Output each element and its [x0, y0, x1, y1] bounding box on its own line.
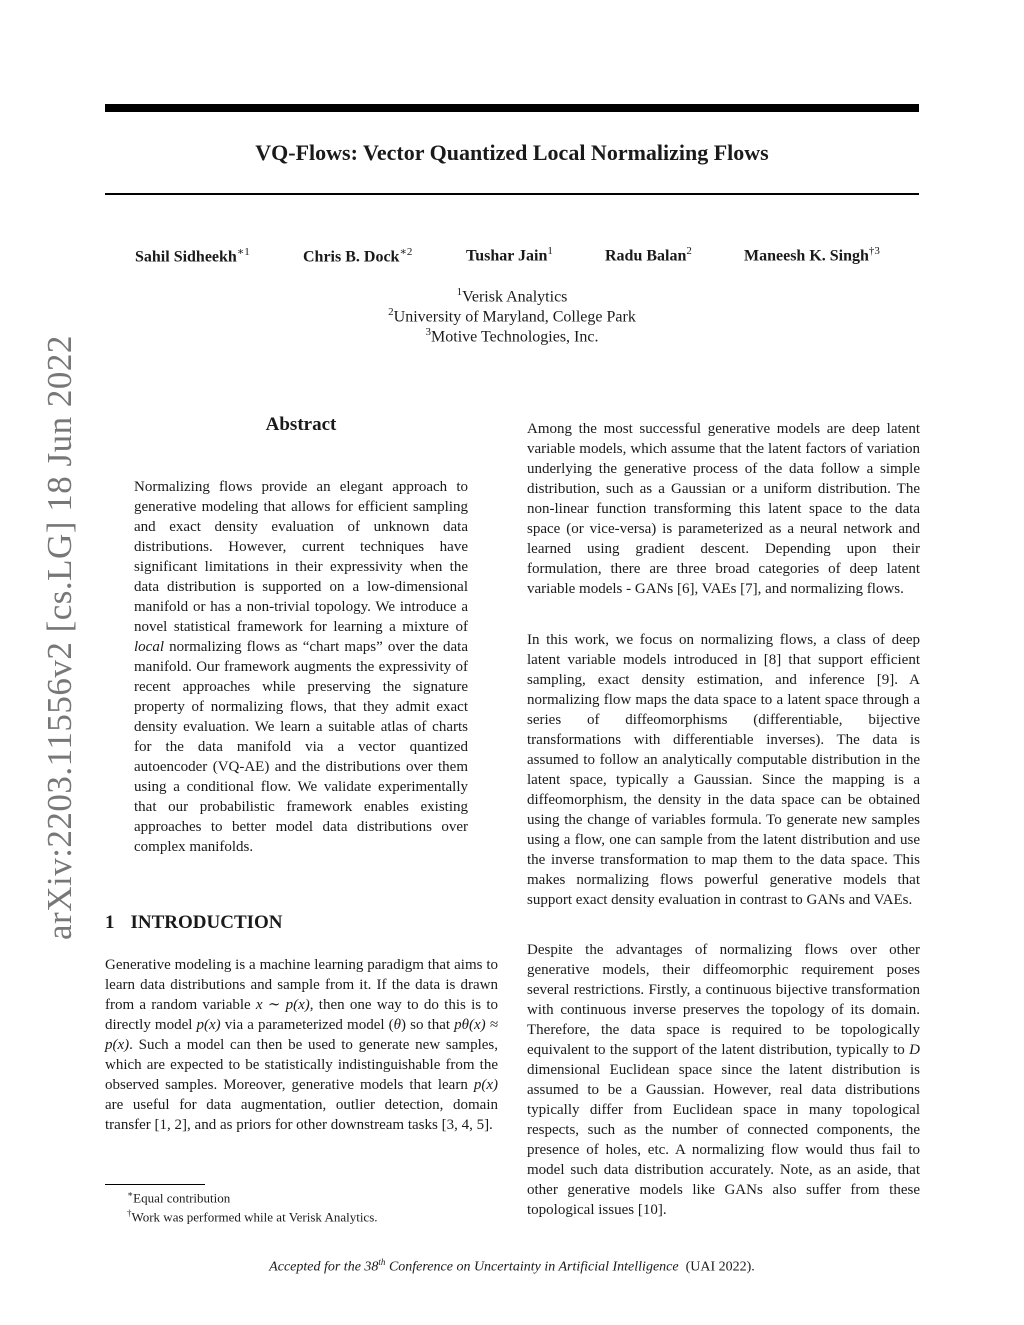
- body-paragraph: Despite the advantages of normalizing flows over other generative models, their diffeomorphic requirement poses several restrictions. Firstly, a continuous bijective transformation with continuous inverse preserves the topology of its domain. Therefore, the data space is required to be topologically equivalent to the support of the latent distribution, typically to D dimensional Euclidean space since the latent distribution is assumed to be a Gaussian. However, real data distributions typically differ from Euclidean space in many topological respects, such as the number of connected components, the presence of holes, etc. A normalizing flow would thus fail to model such data distribution accurately. Note, as an aside, that other generative models like GANs also suffer from these topological issues [10].: [527, 942, 920, 1218]
- paper-title: VQ-Flows: Vector Quantized Local Normalizing Flows: [255, 140, 769, 165]
- affiliation: $^1$Verisk Analytics: [456, 286, 568, 306]
- author: Sahil Sidheekh$^{∗1}$: [135, 246, 250, 266]
- arxiv-sidebar-id: arXiv:2203.11556v2 [cs.LG] 18 Jun 2022: [40, 335, 79, 940]
- author: Radu Balan$^2$: [605, 245, 692, 265]
- affiliation: $^2$University of Maryland, College Park: [388, 306, 636, 326]
- abstract-heading: Abstract: [265, 414, 337, 435]
- body-paragraph: In this work, we focus on normalizing flows, a class of deep latent variable models introduced in [8] that support efficient sampling, exact density estimation, and inference [9]. A normalizing flow maps the data space to a latent space through a series of diffeomorphisms (differentiable, bijective transformations with differentiable inverses). The data is assumed to follow an analytically computable distribution in the latent space, typically a Gaussian. Since the mapping is a diffeomorphism, the density in the data space can be obtained using the change of variables formula. To generate new samples using a flow, one can sample from the latent distribution and use the inverse transformation to map them to the data space. This makes normalizing flows powerful generative models that support exact density evaluation in contrast to GANs and VAEs.: [527, 632, 920, 908]
- intro-paragraph: Generative modeling is a machine learning paradigm that aims to learn data distributions and sample from it. If the data is drawn from a random variable x ∼ p(x), then one way to do this is to directly model p(x) via a parameterized model (θ) so that pθ(x) ≈ p(x). Such a model can then be used to generate new samples, which are expected to be statistically indistinguishable from the observed samples. Moreover, generative models that learn p(x) are useful for data augmentation, outlier detection, domain transfer [1, 2], and as priors for other downstream tasks [3, 4, 5].: [105, 957, 498, 1133]
- affiliation: $^3$Motive Technologies, Inc.: [425, 326, 599, 346]
- venue-footer: Accepted for the 38th Conference on Uncertainty in Artificial Intelligence (UAI 2022).: [269, 1257, 755, 1275]
- footnote-rule: [105, 1184, 205, 1185]
- author: Tushar Jain$^1$: [466, 245, 553, 265]
- author: Chris B. Dock$^{∗2}$: [303, 246, 413, 266]
- author: Maneesh K. Singh$^{\dagger 3}$: [744, 245, 880, 265]
- section-heading-introduction: 1 INTRODUCTION: [105, 912, 283, 933]
- footnote: †Work was performed while at Verisk Analytics.: [127, 1208, 378, 1225]
- title-rule: [105, 193, 919, 195]
- footnote: ∗Equal contribution: [127, 1189, 231, 1206]
- top-rule: [105, 104, 919, 112]
- body-paragraph: Among the most successful generative models are deep latent variable models, which assume that the latent factors of variation underlying the generative process of the data follow a simple distribution, such as a Gaussian or a uniform distribution. The non-linear function transforming this latent space to the data space (or vice-versa) is parameterized as a neural network and learned using gradient descent. Depending upon their formulation, there are three broad categories of deep latent variable models - GANs [6], VAEs [7], and normalizing flows.: [527, 421, 920, 597]
- abstract-text: Normalizing flows provide an elegant approach to generative modeling that allows for efficient sampling and exact density evaluation of unknown data distributions. However, current techniques have significant limitations in their expressivity when the data distribution is supported on a low-dimensional manifold or has a non-trivial topology. We introduce a novel statistical framework for learning a mixture of local normalizing flows as “chart maps” over the data manifold. Our framework augments the expressivity of recent approaches while preserving the signature property of normalizing flows, that they admit exact density evaluation. We learn a suitable atlas of charts for the data manifold via a vector quantized autoencoder (VQ-AE) and the distributions over them using a conditional flow. We validate experimentally that our probabilistic framework enables existing approaches to better model data distributions over complex manifolds.: [134, 479, 468, 855]
